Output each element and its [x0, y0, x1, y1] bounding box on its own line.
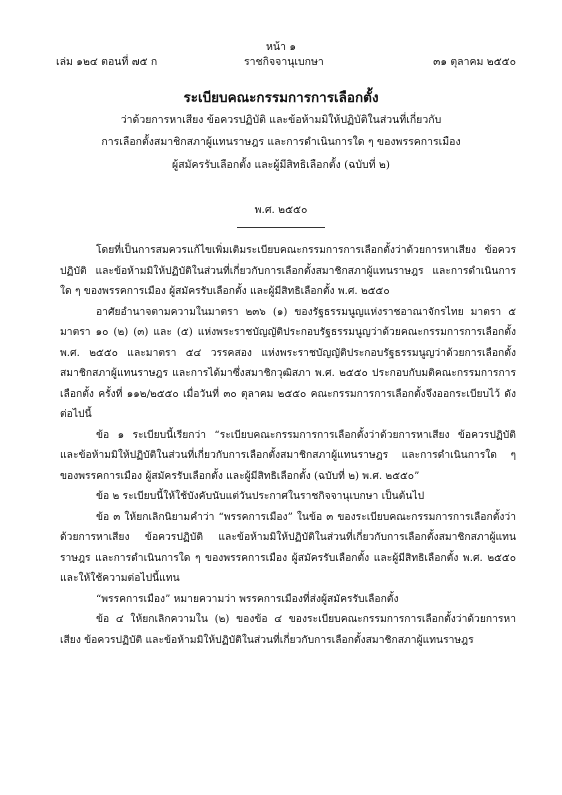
clause-3: ข้อ ๓ ให้ยกเลิกนิยามคำว่า “พรรคการเมือง” ในข้อ ๓ ของระเบียบคณะกรรมการการเลือกตั้งว่าด้วยการหาเสียง ข้อควรปฏิบัติ และข้อห้ามมิให้ปฏิบัติในส่วนที่เกี่ยวกับการเลือกตั้งสมาชิกสภาผู้แทนราษฎร และการดำเนินการใด ๆ ของพรรคการเมือง ผู้สมัครรับเลือกตั้ง และผู้มีสิทธิเลือกตั้ง พ.ศ. ๒๕๕๐ และให้ใช้ความต่อไปนี้แทน [60, 510, 516, 584]
clause-2: ข้อ ๒ ระเบียบนี้ให้ใช้บังคับนับแต่วันประกาศในราชกิจจานุเบกษา เป็นต้นไป [96, 490, 425, 502]
clause-4: ข้อ ๔ ให้ยกเลิกความใน (๒) ของข้อ ๔ ของระเบียบคณะกรรมการการเลือกตั้งว่าด้วยการหาเสียง ข้อควรปฏิบัติ และข้อห้ามมิให้ปฏิบัติในส่วนที่เกี่ยวกับการเลือกตั้งสมาชิกสภาผู้แทนราษฎร [60, 613, 516, 646]
subtitle-line: การเลือกตั้งสมาชิกสภาผู้แทนราษฎร และการดำเนินการใด ๆ ของพรรคการเมือง [101, 136, 461, 148]
gazette-header [56, 53, 516, 69]
gazette-name: ราชกิจจานุเบกษา [244, 56, 324, 68]
document-body [60, 240, 516, 650]
page-number: หน้า ๑ [266, 41, 296, 53]
subtitle-line: ว่าด้วยการหาเสียง ข้อควรปฏิบัติ และข้อห้ามมิให้ปฏิบัติในส่วนที่เกี่ยวกับ [120, 114, 442, 126]
document-title: ระเบียบคณะกรรมการการเลือกตั้ง [183, 90, 379, 106]
subtitle-line: ผู้สมัครรับเลือกตั้ง และผู้มีสิทธิเลือกตั้ง (ฉบับที่ ๒) [172, 159, 390, 171]
document-year: พ.ศ. ๒๕๕๐ [254, 204, 308, 216]
authority-paragraph: อาศัยอำนาจตามความในมาตรา ๒๓๖ (๑) ของรัฐธรรมนูญแห่งราชอาณาจักรไทย มาตรา ๕ มาตรา ๑๐ (๒) (๓) และ (๕) แห่งพระราชบัญญัติประกอบรัฐธรรมนูญว่าด้วยคณะกรรมการการเลือกตั้ง พ.ศ. ๒๕๕๐ และมาตรา ๕๔ วรรคสอง แห่งพระราชบัญญัติประกอบรัฐธรรมนูญว่าด้วยการเลือกตั้งสมาชิกสภาผู้แทนราษฎร และการได้มาซึ่งสมาชิกวุฒิสภา พ.ศ. ๒๕๕๐ ประกอบกับมติคณะกรรมการการเลือกตั้ง ครั้งที่ ๑๑๒/๒๕๕๐ เมื่อวันที่ ๓๐ ตุลาคม ๒๕๕๐ คณะกรรมการการเลือกตั้งจึงออกระเบียบไว้ ดังต่อไปนี้ [60, 305, 516, 420]
title-divider [237, 227, 325, 228]
volume-info: เล่ม ๑๒๔ ตอนที่ ๗๕ ก [56, 56, 158, 68]
clause-1: ข้อ ๑ ระเบียบนี้เรียกว่า “ระเบียบคณะกรรมการการเลือกตั้งว่าด้วยการหาเสียง ข้อควรปฏิบัติ และข้อห้ามมิให้ปฏิบัติในส่วนที่เกี่ยวกับการเลือกตั้งสมาชิกสภาผู้แทนราษฎร และการดำเนินการใด ๆ ของพรรคการเมือง ผู้สมัครรับเลือกตั้ง และผู้มีสิทธิเลือกตั้ง (ฉบับที่ ๒) พ.ศ. ๒๕๕๐” [60, 428, 516, 482]
publication-date: ๓๑ ตุลาคม ๒๕๕๐ [433, 56, 516, 68]
preamble-paragraph: โดยที่เป็นการสมควรแก้ไขเพิ่มเติมระเบียบคณะกรรมการการเลือกตั้งว่าด้วยการหาเสียง ข้อควรปฏิบัติ และข้อห้ามมิให้ปฏิบัติในส่วนที่เกี่ยวกับการเลือกตั้งสมาชิกสภาผู้แทนราษฎร และการดำเนินการใด ๆ ของพรรคการเมือง ผู้สมัครรับเลือกตั้ง และผู้มีสิทธิเลือกตั้ง พ.ศ. ๒๕๕๐ [60, 244, 516, 297]
definition-paragraph: “พรรคการเมือง” หมายความว่า พรรคการเมืองที่ส่งผู้สมัครรับเลือกตั้ง [96, 592, 399, 605]
